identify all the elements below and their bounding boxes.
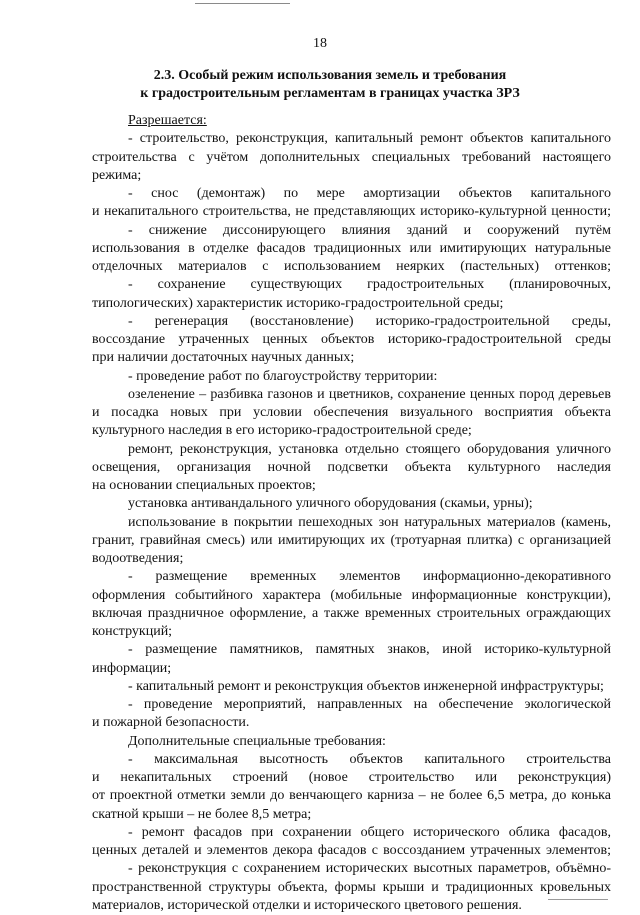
page-number: 18 bbox=[313, 36, 327, 51]
text-line: и некапитального строительства, не представляющих историко-культурной ценности; bbox=[92, 204, 611, 220]
text-line: режима; bbox=[92, 167, 142, 183]
text-line: - реконструкция с сохранением исторических высотных параметров, объёмно- bbox=[128, 861, 611, 877]
text-line: освещения, организация ночной подсветки объекта культурного наследия bbox=[92, 459, 611, 475]
text-line: - регенерация (восстановление) историко-градостроительной среды, bbox=[128, 313, 611, 329]
text-line: Разрешается: bbox=[128, 113, 207, 128]
text-line: при наличии достаточных научных данных; bbox=[92, 350, 355, 366]
text-line: материалов, исторической отделки и исторического цветового решения. bbox=[92, 897, 522, 913]
text-line: - максимальная высотность объектов капитального строительства bbox=[128, 751, 611, 767]
text-line: включая праздничное оформление, а также временных строительных ограждающих bbox=[92, 605, 611, 621]
text-line: использования в отделке фасадов традиционных или имитирующих натуральные bbox=[92, 240, 611, 256]
text-line: оформления событийного характера (мобильные информационные конструкции), bbox=[92, 587, 611, 603]
text-line: Дополнительные специальные требования: bbox=[128, 733, 386, 749]
text-line: - снижение диссонирующего влияния зданий и сооружений путём bbox=[128, 222, 611, 238]
section-heading-line: к градостроительным регламентам в границах участка ЗРЗ bbox=[140, 86, 520, 101]
text-line: и пожарной безопасности. bbox=[92, 715, 250, 731]
text-line: ремонт, реконструкция, установка отдельно стоящего оборудования уличного bbox=[128, 441, 611, 457]
text-line: - строительство, реконструкция, капитальный ремонт объектов капитального bbox=[128, 131, 611, 147]
text-line: и посадка новых при условии обеспечения визуального восприятия объекта bbox=[92, 405, 611, 420]
text-line: информации; bbox=[92, 660, 172, 676]
text-line: от проектной отметки земли до венчающего карниза – не более 6,5 метра, до конька bbox=[92, 788, 611, 804]
text-line: - сохранение существующих градостроительных (планировочных, bbox=[128, 277, 611, 293]
document-body bbox=[92, 112, 611, 915]
scan-edge-mark bbox=[548, 899, 608, 900]
text-line: и некапитальных строений (новое строительство или реконструкция) bbox=[92, 770, 611, 785]
text-line: - снос (демонтаж) по мере амортизации объектов капитального bbox=[128, 186, 611, 201]
text-line: отделочных материалов с использованием неярких (пастельных) оттенков; bbox=[92, 259, 611, 274]
text-line: озеленение – разбивка газонов и цветников, сохранение ценных пород деревьев bbox=[128, 386, 611, 402]
text-line: установка антивандального уличного оборудования (скамьи, урны); bbox=[128, 496, 533, 512]
text-line: типологических) характеристик историко-градостроительной среды; bbox=[92, 295, 504, 311]
text-line: конструкций; bbox=[92, 624, 173, 639]
section-heading-line: 2.3. Особый режим использования земель и требования bbox=[153, 68, 507, 83]
text-line: ценных деталей и элементов декора фасадов с воссозданием утраченных элементов; bbox=[92, 843, 611, 858]
scan-edge-mark bbox=[195, 3, 290, 4]
text-line: пространственной структуры объекта, формы крыши и традиционных кровельных bbox=[92, 879, 611, 895]
text-line: использование в покрытии пешеходных зон натуральных материалов (камень, bbox=[128, 514, 611, 530]
text-line: - проведение мероприятий, направленных на обеспечение экологической bbox=[128, 697, 611, 712]
text-line: воссоздание утраченных ценных объектов историко-градостроительной среды bbox=[92, 332, 611, 347]
text-line: скатной крыши – не более 8,5 метра; bbox=[92, 806, 312, 822]
text-line: на основании специальных проектов; bbox=[92, 478, 316, 493]
text-line: - капитальный ремонт и реконструкция объектов инженерной инфраструктуры; bbox=[128, 678, 604, 694]
text-line: культурного наследия в его историко-градостроительной среде; bbox=[92, 423, 472, 439]
text-line: - размещение временных элементов информационно-декоративного bbox=[128, 569, 611, 585]
text-line: водоотведения; bbox=[92, 551, 184, 566]
text-line: - размещение памятников, памятных знаков, иной историко-культурной bbox=[128, 642, 611, 658]
text-line: - ремонт фасадов при сохранении общего исторического облика фасадов, bbox=[128, 824, 611, 840]
text-line: - проведение работ по благоустройству территории: bbox=[128, 368, 438, 384]
text-line: гранит, гравийная смесь) или имитирующих их (тротуарная плитка) с организацией bbox=[92, 532, 611, 548]
section-heading bbox=[90, 67, 570, 103]
text-line: строительства с учётом дополнительных специальных требований настоящего bbox=[92, 149, 611, 165]
